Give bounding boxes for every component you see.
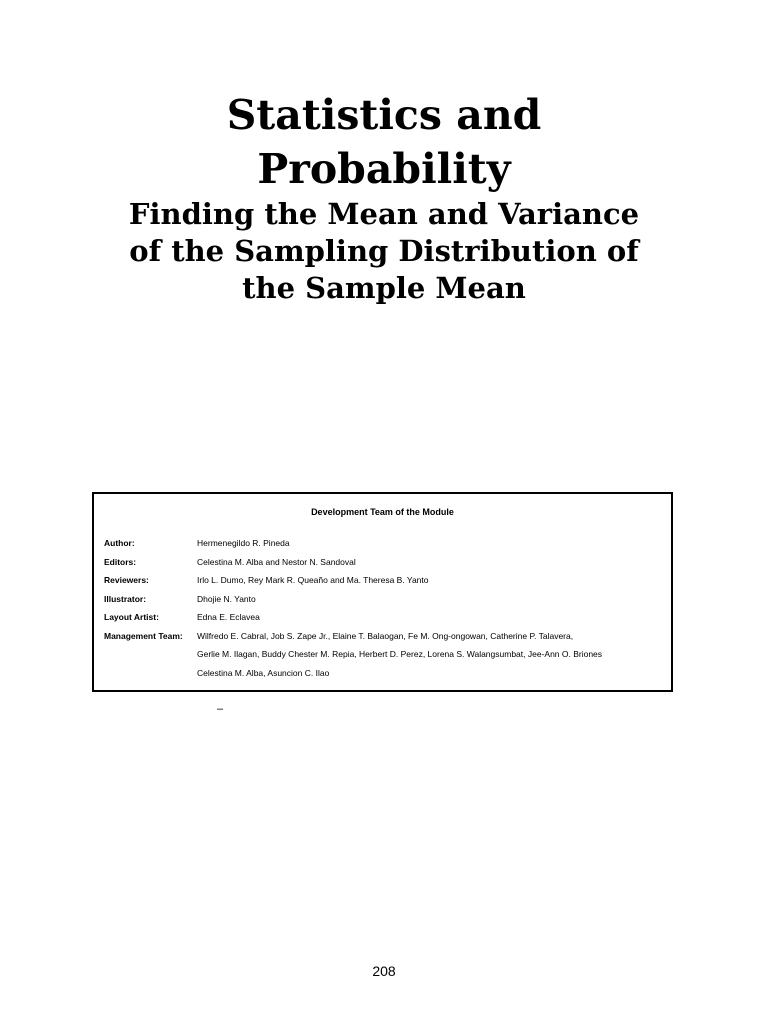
- team-member-names: Irlo L. Dumo, Rey Mark R. Queaño and Ma. Theresa B. Yanto: [197, 575, 429, 585]
- team-row-management-team-continued: [104, 645, 664, 664]
- development-team-heading: Development Team of the Module: [311, 507, 454, 517]
- page-number: 208: [372, 963, 396, 979]
- team-row-management-team: [104, 627, 664, 646]
- main-title-line-2: Probability: [257, 145, 511, 193]
- document-title-block: [0, 88, 768, 307]
- team-role-label: Reviewers:: [104, 575, 149, 585]
- team-role-label: Management Team:: [104, 630, 183, 641]
- team-row-layout-artist: [104, 608, 664, 627]
- team-row-author: [104, 534, 664, 553]
- team-row-management-team-continued: [104, 664, 664, 683]
- team-member-names: Dhojie N. Yanto: [197, 593, 256, 604]
- team-member-names: Hermenegildo R. Pineda: [197, 538, 290, 548]
- team-role-label: [104, 645, 197, 664]
- team-role-label: Illustrator:: [104, 593, 147, 604]
- team-member-names: Wilfredo E. Cabral, Job S. Zape Jr., Elaine T. Balaogan, Fe M. Ong-ongowan, Catherine P. Talavera,: [197, 630, 574, 641]
- team-row-editors: [104, 553, 664, 572]
- development-team-box: [92, 492, 673, 692]
- subtitle-line-1: Finding the Mean and Variance: [128, 197, 640, 231]
- team-member-names: Gerlie M. Ilagan, Buddy Chester M. Repia, Herbert D. Perez, Lorena S. Walangsumbat, Jee-Ann O. Briones: [197, 649, 603, 659]
- team-member-names: Edna E. Eclavea: [197, 612, 260, 622]
- team-row-reviewers: [104, 571, 664, 590]
- development-team-table: [104, 534, 664, 682]
- team-role-label: Layout Artist:: [104, 612, 159, 622]
- team-row-illustrator: [104, 590, 664, 609]
- stray-dash-mark: –: [217, 703, 224, 715]
- team-member-names: Celestina M. Alba and Nestor N. Sandoval: [197, 556, 356, 567]
- team-role-label: [104, 664, 197, 683]
- subtitle-line-2: of the Sampling Distribution of: [129, 234, 639, 268]
- subtitle-line-3: the Sample Mean: [242, 271, 526, 305]
- main-title-line-1: Statistics and: [226, 91, 542, 139]
- team-role-label: Author:: [104, 538, 135, 548]
- team-member-names: Celestina M. Alba, Asuncion C. Ilao: [197, 667, 330, 678]
- team-role-label: Editors:: [104, 556, 137, 567]
